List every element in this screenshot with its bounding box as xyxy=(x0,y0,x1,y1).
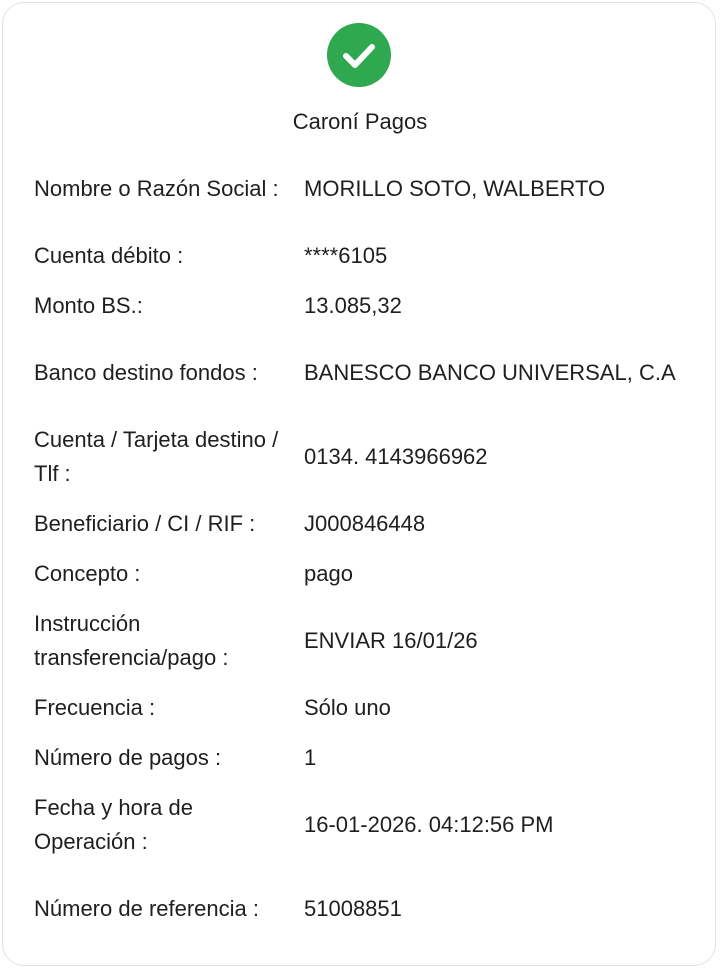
detail-value: 0134. 4143966962 xyxy=(304,444,488,469)
detail-label: Nombre o Razón Social : xyxy=(34,176,279,201)
detail-label: Cuenta débito : xyxy=(34,243,184,268)
detail-row-frecuencia xyxy=(34,691,694,725)
detail-value: 1 xyxy=(304,745,317,770)
detail-label: Cuenta / Tarjeta destino / Tlf : xyxy=(34,427,279,486)
detail-value: 51008851 xyxy=(304,896,402,921)
detail-row-concepto xyxy=(34,557,694,591)
detail-label: Número de referencia : xyxy=(34,896,259,921)
detail-label: Número de pagos : xyxy=(34,745,222,770)
detail-row-nombre xyxy=(34,155,694,223)
detail-row-cuenta-destino xyxy=(34,423,694,491)
detail-value: 13.085,32 xyxy=(304,293,402,318)
detail-value: ****6105 xyxy=(304,243,388,268)
detail-row-cuenta-debito xyxy=(34,239,694,273)
detail-label: Banco destino fondos : xyxy=(34,360,258,385)
app-title: Caroní Pagos xyxy=(292,109,428,134)
detail-value: J000846448 xyxy=(304,511,426,536)
detail-label: Concepto : xyxy=(34,561,141,586)
detail-row-referencia xyxy=(34,875,694,943)
check-circle-icon xyxy=(327,23,391,87)
detail-label: Monto BS.: xyxy=(34,293,143,318)
detail-row-beneficiario xyxy=(34,507,694,541)
detail-row-instruccion xyxy=(34,607,694,675)
detail-value: Sólo uno xyxy=(304,695,391,720)
detail-row-banco-destino xyxy=(34,339,694,407)
detail-value: MORILLO SOTO, WALBERTO xyxy=(304,176,606,201)
detail-label: Beneficiario / CI / RIF : xyxy=(34,511,256,536)
detail-label: Fecha y hora de Operación : xyxy=(34,795,193,854)
detail-value: BANESCO BANCO UNIVERSAL, C.A xyxy=(304,360,676,385)
detail-value: pago xyxy=(304,561,353,586)
detail-value: 16-01-2026. 04:12:56 PM xyxy=(304,812,554,837)
detail-row-numero-pagos xyxy=(34,741,694,775)
detail-row-fecha-hora xyxy=(34,791,694,859)
detail-label: Frecuencia : xyxy=(34,695,156,720)
detail-row-monto xyxy=(34,289,694,323)
detail-value: ENVIAR 16/01/26 xyxy=(304,628,478,653)
detail-label: Instrucción transferencia/pago : xyxy=(34,611,229,670)
